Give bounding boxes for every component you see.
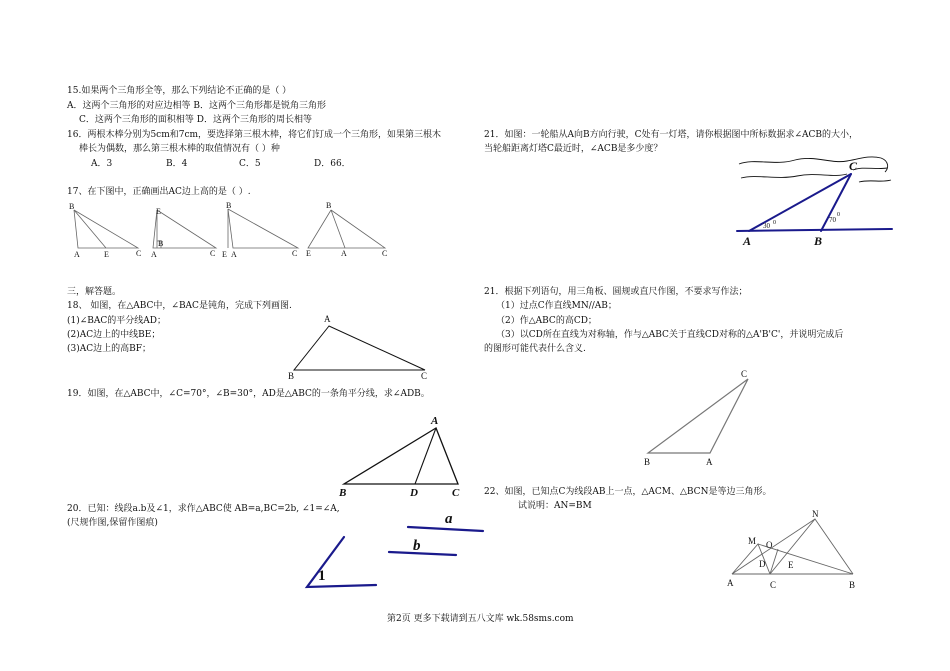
q22-label-d: D: [759, 559, 766, 569]
q22-label-o: O: [766, 540, 773, 550]
q21b-label-b: B: [644, 457, 651, 467]
q21b-item-2: （2）作△ABC的高CD；: [496, 316, 597, 326]
q18-label-b: B: [288, 371, 295, 381]
q18-figure: [282, 312, 432, 382]
q15-stem: 15.如果两个三角形全等，那么下列结论不正确的是（ ）: [67, 86, 292, 96]
q21a-angle-b-degree: 0: [837, 212, 840, 218]
q16-option-d: D．66．: [314, 159, 351, 169]
q21a-angle-b: 70: [829, 216, 836, 224]
q22-stem: 22、如图，已知点C为线段AB上一点，△ACM、△BCN是等边三角形。: [484, 487, 772, 497]
q20-figure: [300, 505, 490, 593]
q21b-item-3: （3）以CD所在直线为对称轴，作与△ABC关于直线CD对称的△A'B'C'，并说明完成后: [496, 330, 844, 340]
q22-figure: [725, 506, 860, 591]
q17-fig1-label-c: C: [136, 249, 142, 258]
q21b-figure: [640, 368, 760, 473]
q16-line1: 16．两根木棒分别为5cm和7cm，要选择第三根木棒，将它们钉成一个三角形，如果第三根木: [67, 130, 442, 140]
q16-line2: 棒长为偶数，那么第三根木棒的取值情况有（ ）种: [79, 144, 280, 154]
q20-line1: 20．已知：线段a.b及∠1，求作△ABC使 AB=a,BC=2b, ∠1=∠A,: [67, 504, 340, 514]
q21b-stem: 21．根据下列语句，用三角板、圆规或直尺作图，不要求写作法；: [484, 287, 748, 297]
q19-label-c: C: [452, 487, 460, 499]
q17-fig1-label-a: A: [74, 250, 80, 259]
q18-item-1: (1)∠BAC的平分线AD；: [67, 316, 167, 326]
q21a-angle-a-degree: 0: [773, 220, 776, 226]
q15-options-ab: A．这两个三角形的对应边相等 B．这两个三角形都是锐角三角形: [67, 101, 326, 111]
q22-label-b: B: [849, 580, 856, 590]
q15-options-cd: C．这两个三角形的面积相等 D．这两个三角形的周长相等: [79, 115, 312, 125]
q19-stem: 19．如图，在△ABC中，∠C=70°，∠B=30°，AD是△ABC的一条角平分线，求∠ADB。: [67, 389, 430, 399]
q18-stem: 18、 如图，在△ABC中，∠BAC是钝角，完成下列画图.: [67, 301, 292, 311]
q20-label-a: a: [445, 511, 453, 527]
q20-label-b: b: [413, 538, 421, 554]
q22-label-e: E: [788, 560, 794, 570]
q17-stem: 17、在下图中，正确画出AC边上高的是（ ）.: [67, 187, 251, 197]
q21a-angle-a: 30: [763, 222, 770, 230]
q20-label-1: 1: [318, 568, 326, 584]
q16-option-b: B．4: [166, 159, 188, 169]
q22-label-n: N: [812, 509, 819, 519]
q21b-item-1: （1）过点C作直线MN//AB；: [496, 301, 617, 311]
q19-label-d: D: [410, 487, 418, 499]
page-footer: 第2页 更多下载请到五八文库 wk.58sms.com: [387, 614, 574, 624]
q17-fig1-label-e: E: [104, 250, 109, 259]
q21a-line2: 当轮船距离灯塔C最近时，∠ACB是多少度？: [484, 144, 663, 154]
q17-figures: [60, 200, 400, 262]
q21a-figure: [735, 152, 895, 252]
q17-fig2-label-e: E: [156, 207, 161, 216]
q17-fig2-label-b: B: [158, 239, 164, 248]
q17-fig4-label-b: B: [326, 201, 332, 210]
q17-fig3-label-c: C: [292, 249, 298, 258]
q20-line2: (尺规作图,保留作图痕): [67, 518, 158, 528]
q17-fig3-label-e: E: [222, 250, 227, 259]
q16-option-c: C．5: [239, 159, 261, 169]
q18-label-c: C: [421, 371, 428, 381]
q22-label-m: M: [748, 536, 757, 546]
q17-fig1-label-b: B: [69, 202, 75, 211]
q17-fig2-label-a: A: [151, 250, 157, 259]
q18-item-2: (2)AC边上的中线BE；: [67, 330, 161, 340]
q17-fig4-label-a: A: [341, 249, 347, 258]
q19-figure: [336, 412, 471, 502]
q16-option-a: A．3: [91, 159, 113, 169]
q17-fig4-label-c: C: [382, 249, 388, 258]
q17-fig2-label-c: C: [210, 249, 216, 258]
q21a-label-c: C: [849, 159, 858, 173]
q21b-label-c: C: [741, 369, 748, 379]
q18-item-3: (3)AC边上的高BF；: [67, 344, 151, 354]
q22-label-c: C: [770, 580, 777, 590]
q17-fig3-label-b: B: [226, 201, 232, 210]
section-title: 三，解答题。: [67, 287, 122, 297]
q17-fig4-label-e: E: [306, 249, 311, 258]
q21a-label-a: A: [743, 234, 752, 248]
q21b-label-a: A: [706, 457, 713, 467]
q17-fig3-label-a: A: [231, 250, 237, 259]
q19-label-b: B: [339, 487, 347, 499]
q22-prove: 试说明：AN=BM: [518, 501, 592, 511]
q18-label-a: A: [324, 314, 331, 324]
q22-label-a: A: [727, 578, 734, 588]
q21a-line1: 21．如图：一轮船从A向B方向行驶，C处有一灯塔，请你根据图中所标数据求∠ACB的大小，: [484, 130, 858, 140]
q21b-item-3-cont: 的图形可能代表什么含义.: [484, 344, 586, 354]
q19-label-a: A: [431, 415, 439, 427]
q21a-label-b: B: [814, 234, 823, 248]
